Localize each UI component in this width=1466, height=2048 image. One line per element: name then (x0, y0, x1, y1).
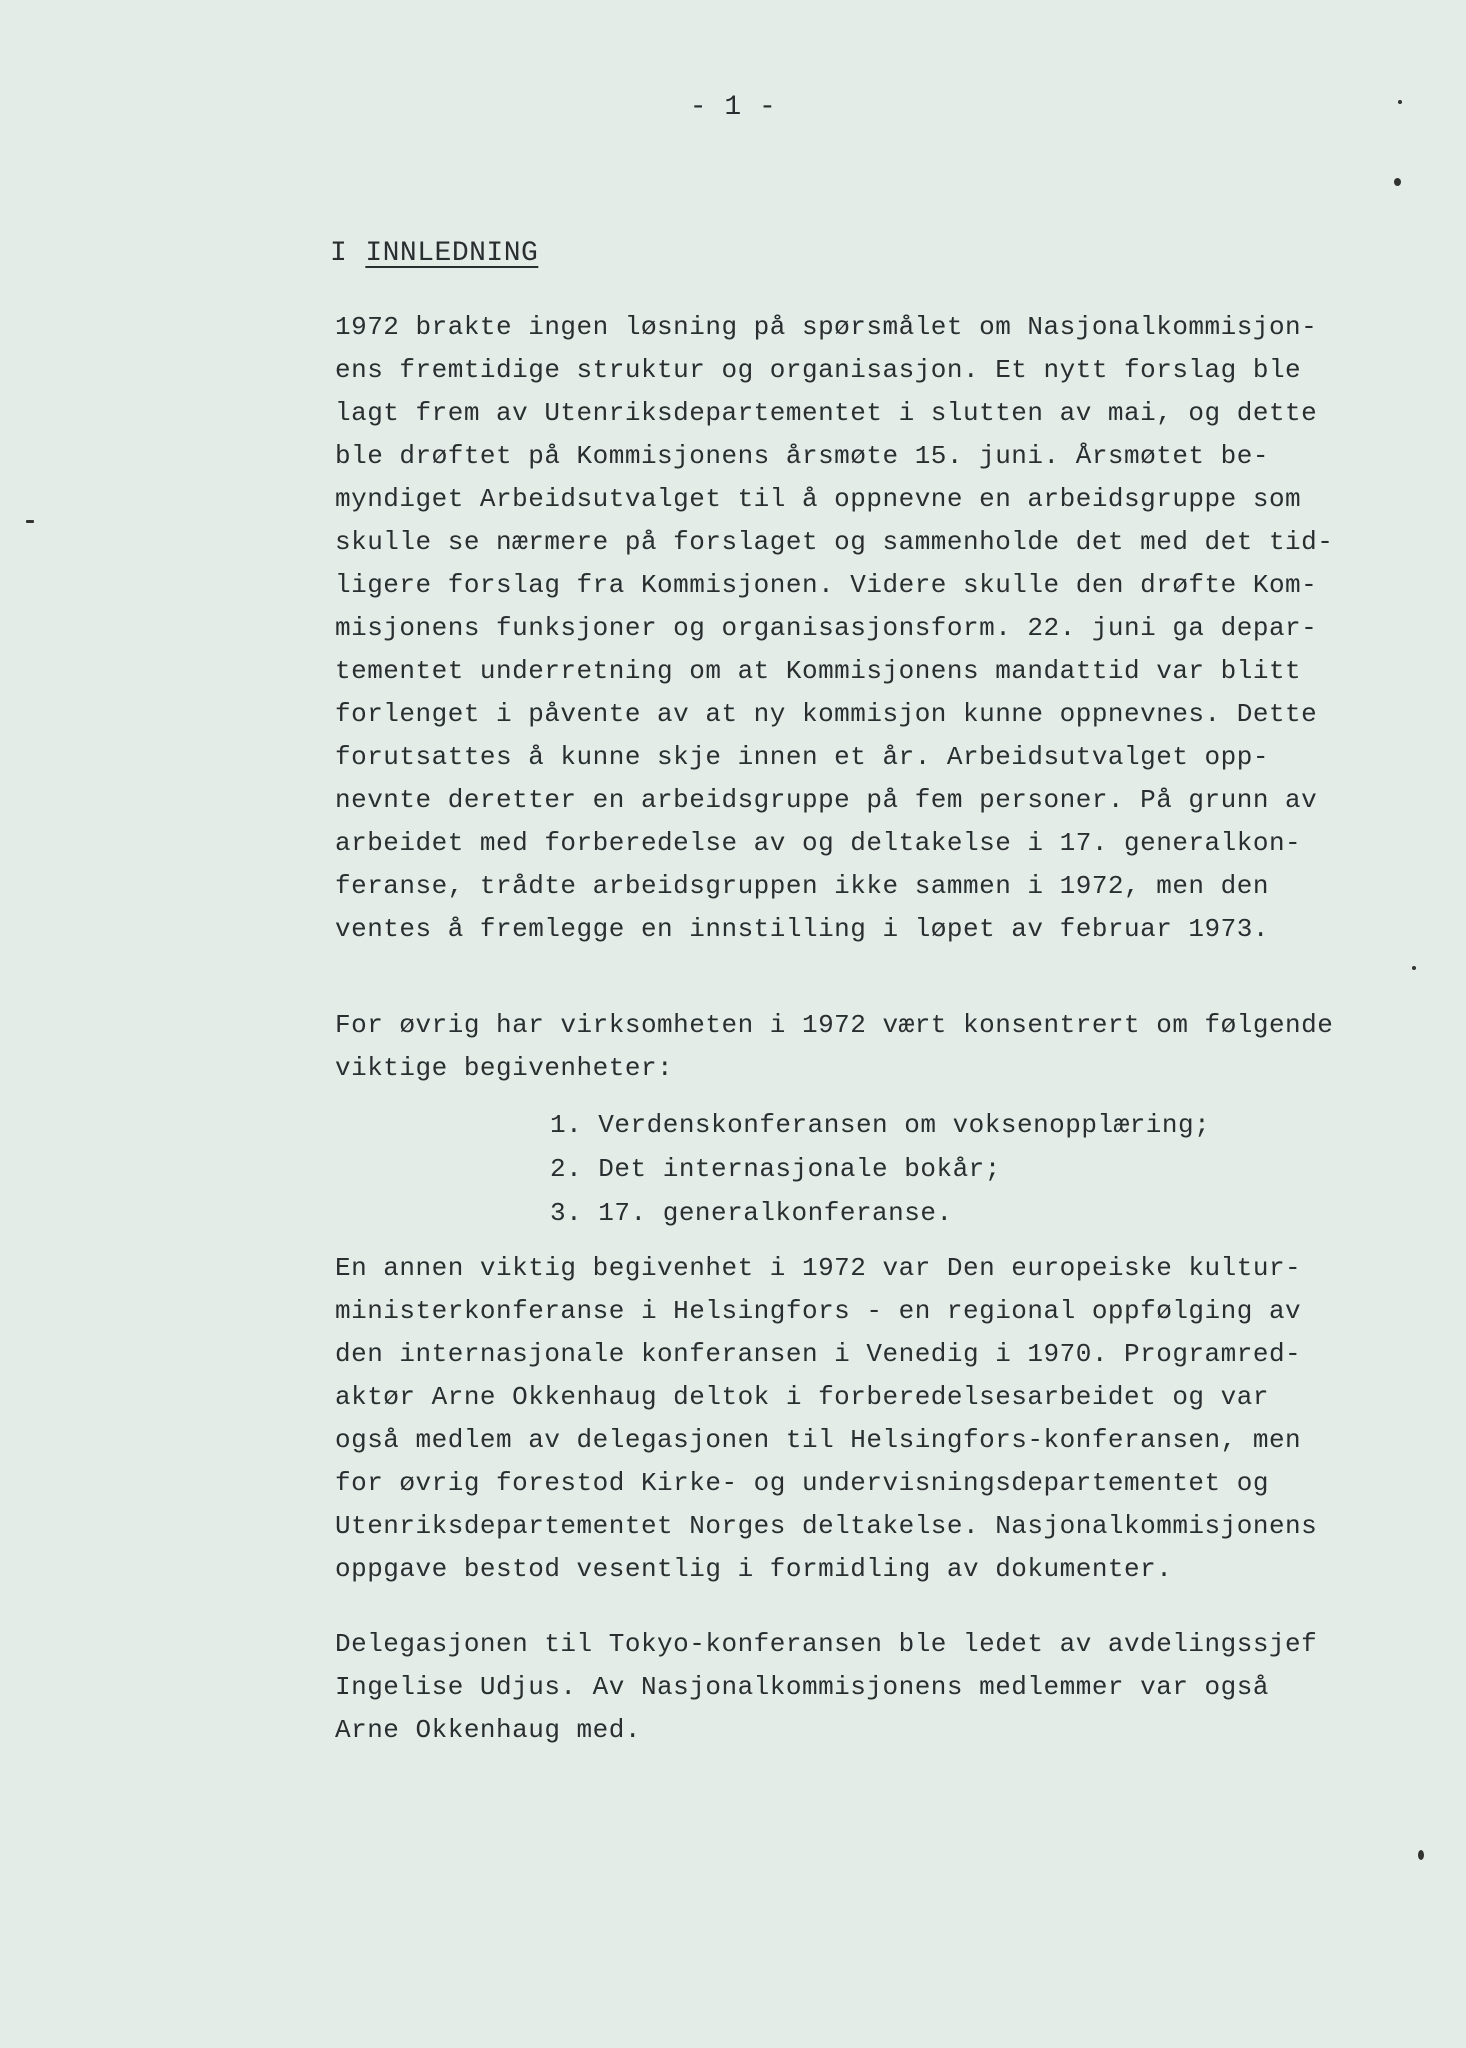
paper-speck (1398, 100, 1402, 104)
paper-speck (1394, 178, 1401, 186)
text-line: Delegasjonen til Tokyo-konferansen ble ledet av avdelingssjef (335, 1629, 1318, 1659)
text-line: for øvrig forestod Kirke- og undervisningsdepartementet og (335, 1468, 1269, 1498)
paper-speck (26, 520, 34, 523)
text-line: ble drøftet på Kommisjonens årsmøte 15. juni. Årsmøtet be- (335, 441, 1269, 471)
paragraph-2 (335, 1004, 1415, 1090)
list-item: 3. 17. generalkonferanse. (550, 1198, 953, 1228)
text-line: Ingelise Udjus. Av Nasjonalkommisjonens medlemmer var også (335, 1672, 1269, 1702)
text-line: viktige begivenheter: (335, 1053, 674, 1083)
section-number: I (330, 238, 348, 269)
text-line: arbeidet med forberedelse av og deltakelse i 17. generalkon- (335, 828, 1302, 858)
text-line: For øvrig har virksomheten i 1972 vært konsentrert om følgende (335, 1010, 1334, 1040)
list-item: 1. Verdenskonferansen om voksenopplæring; (550, 1110, 1211, 1140)
text-line: forlenget i påvente av at ny kommisjon kunne oppnevnes. Dette (335, 699, 1318, 729)
text-line: misjonens funksjoner og organisasjonsform. 22. juni ga depar- (335, 613, 1318, 643)
text-line: nevnte deretter en arbeidsgruppe på fem personer. På grunn av (335, 785, 1318, 815)
text-line: ventes å fremlegge en innstilling i løpet av februar 1973. (335, 914, 1269, 944)
text-line: ministerkonferanse i Helsingfors - en regional oppfølging av (335, 1296, 1302, 1326)
text-line: forutsattes å kunne skje innen et år. Arbeidsutvalget opp- (335, 742, 1269, 772)
text-line: myndiget Arbeidsutvalget til å oppnevne en arbeidsgruppe som (335, 484, 1302, 514)
text-line: lagt frem av Utenriksdepartementet i slutten av mai, og dette (335, 398, 1318, 428)
text-line: aktør Arne Okkenhaug deltok i forberedelsesarbeidet og var (335, 1382, 1269, 1412)
text-line: den internasjonale konferansen i Venedig i 1970. Programred- (335, 1339, 1302, 1369)
list-item: 2. Det internasjonale bokår; (550, 1154, 1001, 1184)
paragraph-4 (335, 1623, 1415, 1752)
text-line: oppgave bestod vesentlig i formidling av dokumenter. (335, 1554, 1173, 1584)
text-line: En annen viktig begivenhet i 1972 var Den europeiske kultur- (335, 1253, 1302, 1283)
event-list (550, 1103, 1210, 1235)
text-line: også medlem av delegasjonen til Helsingfors-konferansen, men (335, 1425, 1302, 1455)
page-number: - 1 - (689, 92, 777, 123)
text-line: Utenriksdepartementet Norges deltakelse. Nasjonalkommisjonens (335, 1511, 1318, 1541)
text-line: tementet underretning om at Kommisjonens mandattid var blitt (335, 656, 1302, 686)
paper-speck (1418, 1850, 1424, 1860)
text-line: skulle se nærmere på forslaget og sammenholde det med det tid- (335, 527, 1334, 557)
text-line: ens fremtidige struktur og organisasjon. Et nytt forslag ble (335, 355, 1302, 385)
text-line: ligere forslag fra Kommisjonen. Videre skulle den drøfte Kom- (335, 570, 1318, 600)
paragraph-3 (335, 1247, 1415, 1591)
section-heading (330, 238, 538, 269)
text-line: 1972 brakte ingen løsning på spørsmålet om Nasjonalkommisjon- (335, 312, 1318, 342)
section-title: INNLEDNING (365, 238, 539, 269)
text-line: feranse, trådte arbeidsgruppen ikke sammen i 1972, men den (335, 871, 1269, 901)
text-line: Arne Okkenhaug med. (335, 1715, 641, 1745)
paper-speck (1412, 966, 1416, 970)
paragraph-1 (335, 306, 1415, 951)
